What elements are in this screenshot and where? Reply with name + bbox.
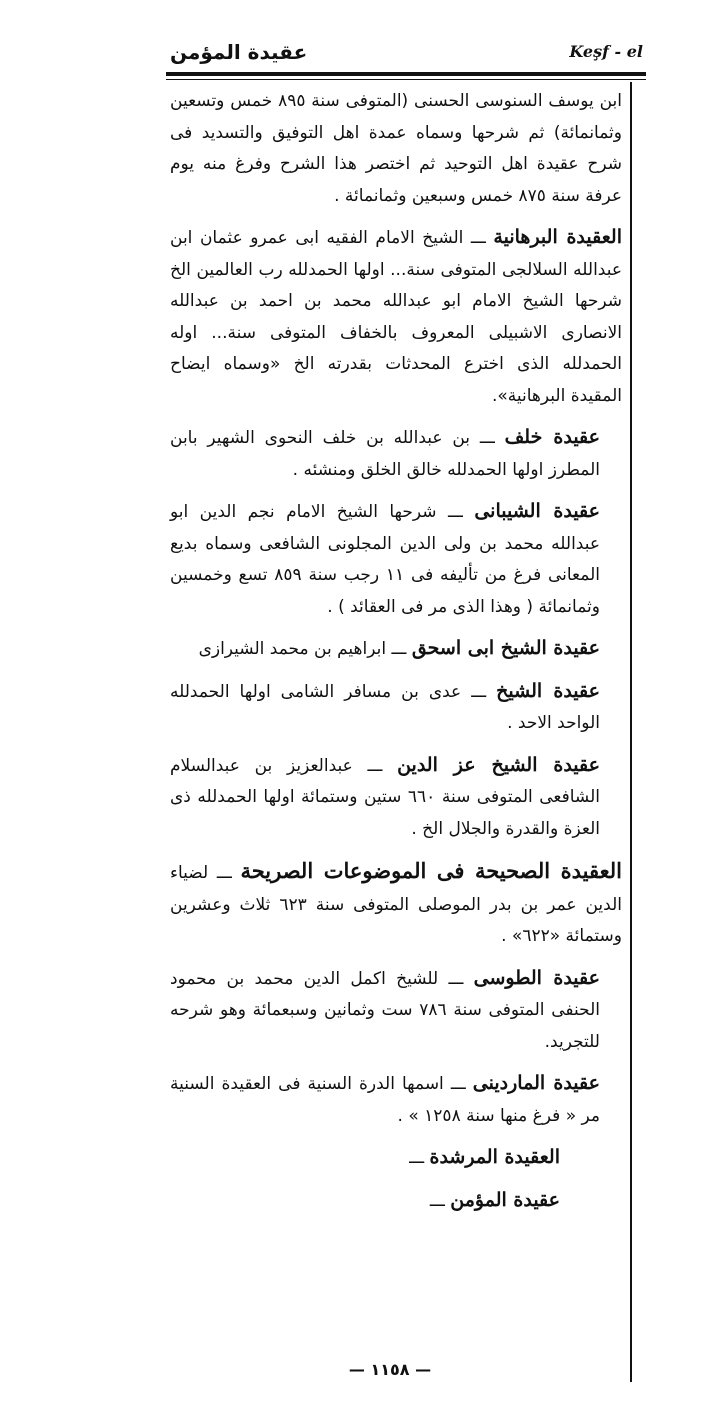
- running-head-latin: Keşf - el: [569, 42, 643, 61]
- entry-body: ـــ ابراهيم بن محمد الشيرازى: [198, 639, 412, 659]
- entry-title: عقيدة خلف: [504, 426, 600, 448]
- entry-title: عقيدة الشيخ عز الدين: [397, 753, 600, 776]
- entry-body: ـــ اسمها الدرة السنية فى العقيدة السنية مر « فرغ منها سنة ١٢٥٨ » .: [170, 1074, 600, 1126]
- entry-body: ـــ بن عبدالله بن خلف النحوى الشهير بابن المطرز اولها الحمدلله خالق الخلق ومنشئه .: [170, 428, 600, 480]
- entry-body: ـــ: [409, 1148, 430, 1168]
- header-rule-thin: [166, 79, 646, 80]
- header-rule-thick: [166, 72, 646, 76]
- column-rule: [630, 82, 632, 1382]
- entry-title: عقيدة الشيخ ابى اسحق: [411, 637, 600, 659]
- entry-body: ـــ الشيخ الامام الفقيه ابى عمرو عثمان ابن عبدالله السلالجى المتوفى سنة... اولها الحمدلله رب العالمين الخ شرحها الشيخ الامام ابو عبدالله محمد بن احمد بن عبدالله الانصارى الاشبيلى المعروف بالخفاف المتوفى سنة... اوله الحمدلله الذى اخترع المحدثات بقدرته الخ «وسماه ايضاح المقيدة البرهانية».: [170, 228, 622, 406]
- entry-mumin: [170, 1185, 622, 1218]
- entry-abi-ishaq: [170, 633, 622, 666]
- entry-title: العقيدة المرشدة: [429, 1146, 560, 1168]
- entry-maridini: [170, 1068, 622, 1132]
- entry-tusi: [170, 963, 622, 1059]
- entries-column: [170, 86, 622, 1227]
- entry-body: ـــ عدى بن مسافر الشامى اولها الحمدلله الواحد الاحد .: [170, 681, 600, 733]
- entry-body: ـــ للشيخ اكمل الدين محمد بن محمود الحنفى المتوفى سنة ٧٨٦ ست وثمانين وسبعمائة وهو شرحه للتجريد.: [170, 968, 600, 1052]
- entry-title: عقيدة الشيبانى: [474, 500, 601, 522]
- entry-shaybani: [170, 496, 622, 623]
- entry-body: ـــ شرحها الشيخ الامام نجم الدين ابو عبدالله محمد بن ولى الدين المجلونى الشافعى وسماه بديع المعانى فرغ من تأليفه فى ١١ رجب سنة ٨٥٩ تسع وخمسين وثمانمائة ( وهذا الذى مر فى العقائد ) .: [170, 502, 600, 617]
- entry-body: ـــ لضياء الدين عمر بن بدر الموصلى المتوفى سنة ٦٢٣ ثلاث وعشرين وستمائة «٦٢٢» .: [170, 863, 622, 946]
- entry-body: ـــ عبدالعزيز بن عبدالسلام الشافعى المتوفى سنة ٦٦٠ ستين وستمائة اولها الحمدلله ذى العزة والقدرة والجلال الخ .: [170, 755, 600, 839]
- entry-title: العقيدة الصحيحة فى الموضوعات الصريحة: [240, 858, 623, 883]
- entry-title: عقيدة المؤمن: [450, 1188, 560, 1211]
- entry-sahiha: [170, 855, 622, 953]
- entry-body: ـــ: [429, 1190, 451, 1211]
- entry-title: عقيدة الشيخ: [496, 679, 600, 702]
- entry-title: عقيدة الطوسى: [473, 966, 600, 989]
- entry-burhaniyya: [170, 222, 622, 412]
- entry-title: العقيدة البرهانية: [493, 226, 622, 248]
- entry-title: عقيدة الماردينى: [472, 1072, 600, 1094]
- entry-shaykh-adi: [170, 676, 622, 740]
- entry-body: ابن يوسف السنوسى الحسنى (المتوفى سنة ٨٩٥ خمس وتسعين وثمانمائة) ثم شرحها وسماه عمدة اهل التوفيق والتسديد فى شرح عقيدة اهل التوحيد ثم اختصر هذا الشرح وفرغ منه يوم عرفة سنة ٨٧٥ خمس وسبعين وثمانمائة .: [170, 91, 623, 206]
- page-number: — ١١٥٨ —: [348, 1360, 432, 1379]
- entry-murshida: [170, 1142, 622, 1175]
- running-head-arabic: عقيدة المؤمن: [170, 40, 308, 64]
- entry-khalaf: [170, 422, 622, 486]
- entry-continuation: [170, 86, 622, 212]
- page-header: [170, 36, 645, 70]
- entry-izz-al-din: [170, 750, 622, 846]
